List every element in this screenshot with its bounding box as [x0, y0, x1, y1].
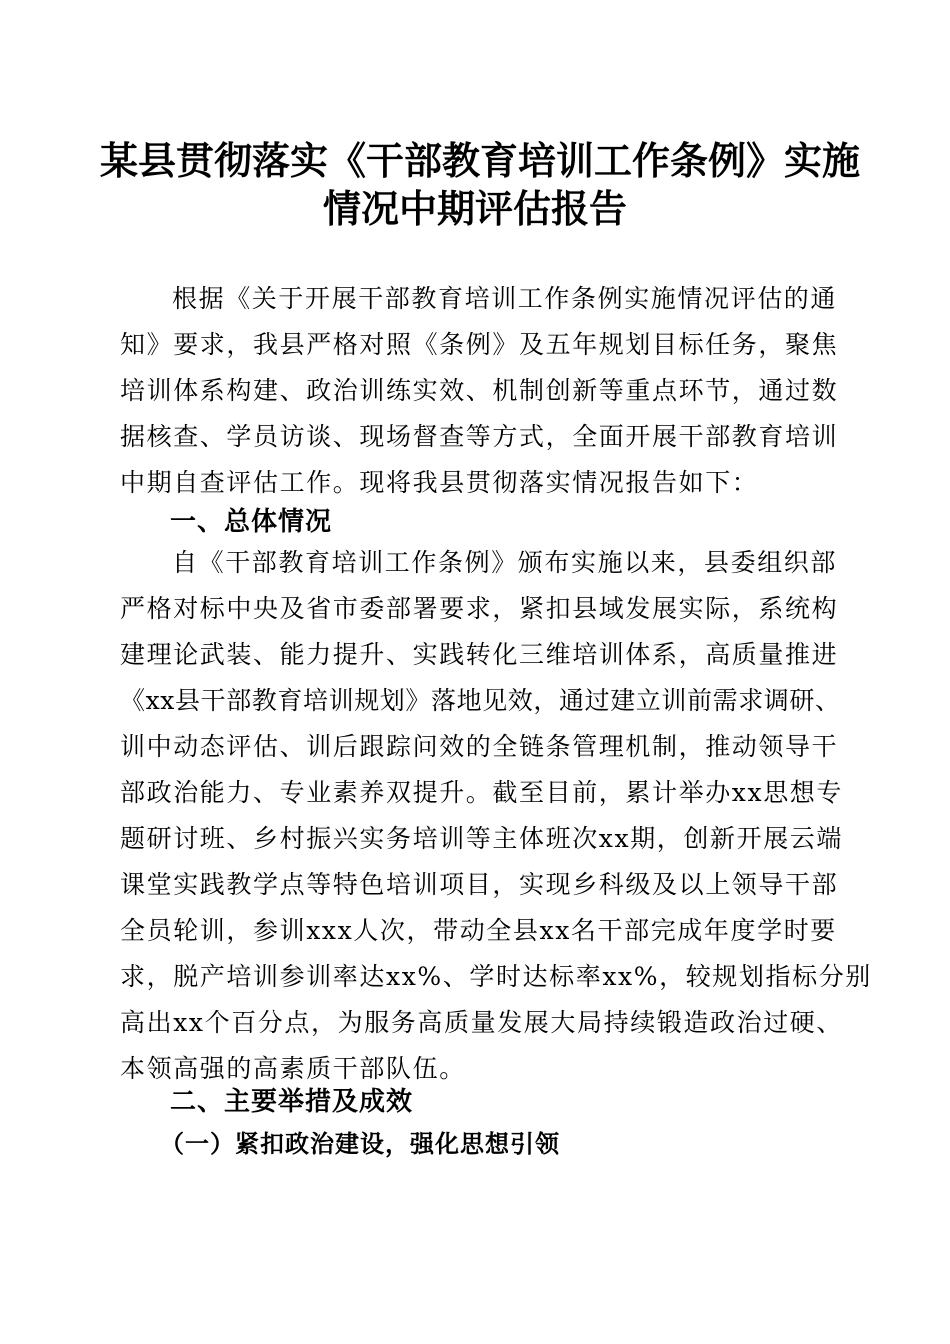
section-1-line: 课堂实践教学点等特色培训项目，实现乡科级及以上领导干部 [120, 870, 839, 899]
intro-line: 中期自查评估工作。现将我县贯彻落实情况报告如下： [120, 468, 759, 497]
intro-line: 根据《关于开展干部教育培训工作条例实施情况评估的通 [172, 284, 838, 313]
section-1-line: 自《干部教育培训工作条例》颁布实施以来，县委组织部 [172, 548, 838, 577]
section-1-line: 部政治能力、专业素养双提升。截至目前，累计举办xx思想专 [120, 778, 844, 807]
intro-line: 据核查、学员访谈、现场督查等方式，全面开展干部教育培训 [120, 422, 839, 451]
section-1-line: 建理论武装、能力提升、实践转化三维培训体系，高质量推进 [120, 640, 839, 669]
section-2-heading: 二、主要举措及成效 [170, 1087, 414, 1117]
section-1-heading: 一、总体情况 [170, 507, 333, 537]
section-1-line: 求，脱产培训参训率达xx%、学时达标率xx%，较规划指标分别 [120, 962, 872, 991]
intro-line: 培训体系构建、政治训练实效、机制创新等重点环节，通过数 [120, 376, 839, 405]
section-1-line: 《xx县干部教育培训规划》落地见效，通过建立训前需求调研、 [120, 686, 841, 715]
intro-line: 知》要求，我县严格对照《条例》及五年规划目标任务，聚焦 [120, 330, 839, 359]
section-1-line: 严格对标中央及省市委部署要求，紧扣县域发展实际，系统构 [120, 594, 839, 623]
section-1-paragraph [120, 540, 872, 1092]
section-1-line: 训中动态评估、训后跟踪问效的全链条管理机制，推动领导干 [120, 732, 839, 761]
section-2-subheading-1: （一）紧扣政治建设，强化思想引领 [160, 1130, 560, 1158]
document-title-line-1: 某县贯彻落实《干部教育培训工作条例》实施 [100, 138, 861, 183]
intro-paragraph [120, 276, 840, 506]
document-title-line-2: 情况中期评估报告 [322, 186, 627, 231]
section-1-line: 全员轮训，参训xxx人次，带动全县xx名干部完成年度学时要 [120, 916, 837, 945]
section-1-line: 题研讨班、乡村振兴实务培训等主体班次xx期，创新开展云端 [120, 824, 844, 853]
section-1-line: 高出xx个百分点，为服务高质量发展大局持续锻造政治过硬、 [120, 1008, 844, 1037]
section-1-line: 本领高强的高素质干部队伍。 [120, 1054, 466, 1083]
